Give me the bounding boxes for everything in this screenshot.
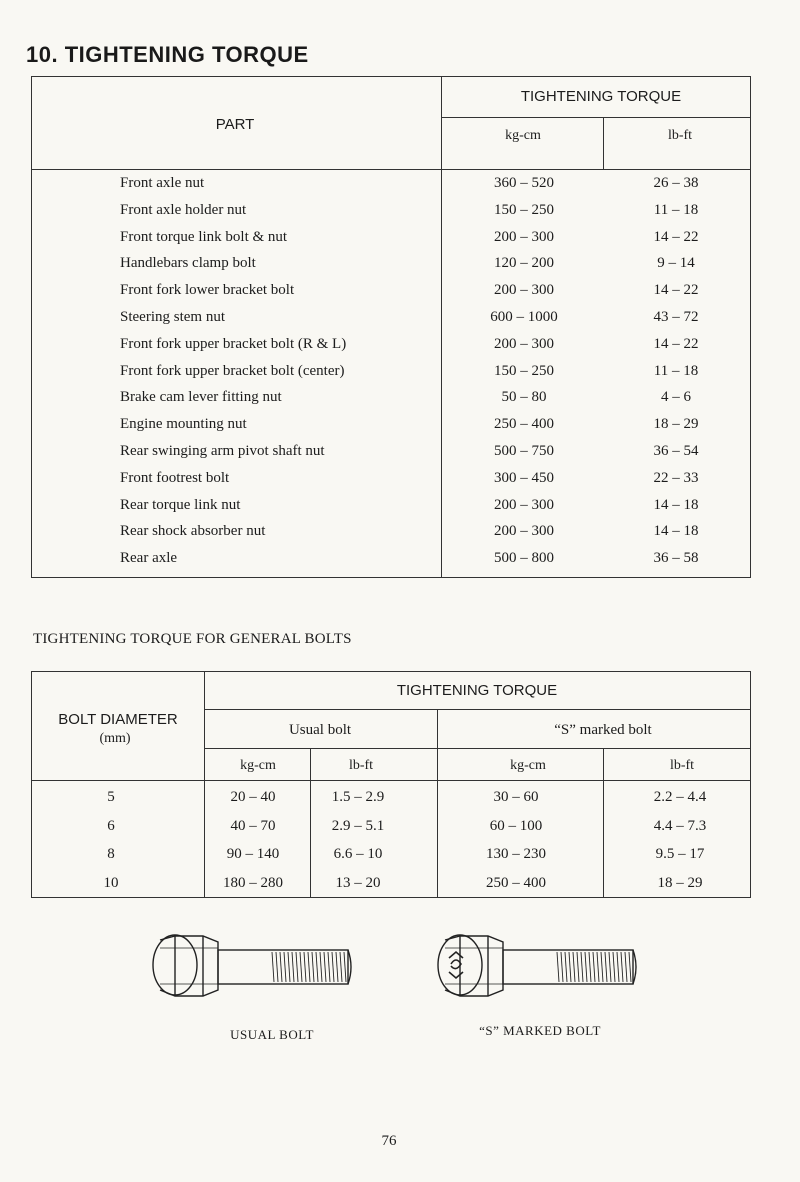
torque-kgcm: 300 – 450 [494,469,554,486]
part-name: Handlebars clamp bolt [120,255,256,272]
torque-kgcm: 50 – 80 [501,389,547,406]
bolt-diameter: 5 [107,789,115,805]
bolt-diameter: 8 [107,846,115,862]
page-title: 10. TIGHTENING TORQUE [26,42,309,67]
torque-lbft: 18 – 29 [653,416,699,433]
torque-lbft: 9 – 14 [657,255,695,272]
s-marked-lbft: 9.5 – 17 [655,846,705,862]
torque-kgcm: 600 – 1000 [490,309,558,325]
s-mark-icon [449,952,463,978]
usual-kgcm: 40 – 70 [230,817,276,834]
torque-lbft: 11 – 18 [653,201,699,218]
part-name: Rear swinging arm pivot shaft nut [120,443,325,459]
part-name: Front axle holder nut [120,201,247,218]
torque-lbft: 36 – 54 [653,443,699,459]
part-name: Brake cam lever fitting nut [120,389,282,406]
usual-kgcm: 20 – 40 [230,789,276,805]
torque-kgcm: 150 – 250 [494,362,554,379]
bolt-diameter: 6 [107,817,115,834]
header-tightening-torque: TIGHTENING TORQUE [520,88,682,105]
torque-lbft: 26 – 38 [653,175,699,191]
part-name: Rear shock absorber nut [120,523,266,540]
s-marked-kgcm: 30 – 60 [493,789,539,805]
torque-kgcm: 150 – 250 [494,201,554,218]
torque-lbft: 14 – 18 [653,523,699,540]
torque-lbft: 22 – 33 [653,469,699,486]
part-name: Rear axle [120,550,178,567]
part-name: Front footrest bolt [120,469,230,486]
torque-lbft: 14 – 22 [653,228,699,245]
s-marked-lbft: 2.2 – 4.4 [653,789,707,805]
torque-kgcm: 500 – 750 [494,443,554,459]
header-usual-lbft: lb-ft [348,758,374,773]
part-name: Steering stem nut [120,309,225,325]
usual-kgcm: 180 – 280 [223,874,283,891]
torque-lbft: 43 – 72 [653,309,699,325]
header-s-lbft: lb-ft [669,758,695,773]
s-marked-lbft: 18 – 29 [657,874,703,891]
header-bolt-diameter: BOLT DIAMETER [58,711,178,728]
header-s-marked-bolt: “S” marked bolt [554,722,652,738]
torque-kgcm: 200 – 300 [494,228,554,245]
s-marked-lbft: 4.4 – 7.3 [653,817,707,834]
usual-lbft: 13 – 20 [335,874,381,891]
part-name: Front fork upper bracket bolt (R & L) [120,335,347,352]
usual-bolt-caption: USUAL BOLT [230,1027,314,1042]
header-usual-kgcm: kg-cm [240,758,276,773]
usual-bolt-figure [153,935,351,996]
header-s-kgcm: kg-cm [510,758,546,773]
header-part: PART [215,116,255,133]
part-name: Front fork upper bracket bolt (center) [120,362,345,379]
torque-lbft: 4 – 6 [661,389,691,406]
header-lbft: lb-ft [667,128,693,143]
s-marked-kgcm: 60 – 100 [489,817,543,834]
part-name: Rear torque link nut [120,496,241,513]
torque-kgcm: 200 – 300 [494,282,554,299]
bolt-illustrations [140,928,660,1018]
torque-kgcm: 360 – 520 [494,175,554,191]
part-name: Front torque link bolt & nut [120,228,288,245]
torque-lbft: 14 – 22 [653,282,699,299]
part-name: Front fork lower bracket bolt [120,282,295,299]
header-kgcm: kg-cm [505,128,541,143]
torque-lbft: 36 – 58 [653,550,699,567]
usual-kgcm: 90 – 140 [226,846,280,862]
s-marked-bolt-caption: “S” MARKED BOLT [479,1023,601,1038]
part-name: Engine mounting nut [120,416,247,433]
s-marked-kgcm: 130 – 230 [486,846,546,862]
s-marked-bolt-figure [438,935,636,996]
header-bolt-diameter-unit: (mm) [99,731,131,746]
torque-lbft: 14 – 18 [653,496,699,513]
torque-kgcm: 200 – 300 [494,335,554,352]
usual-lbft: 6.6 – 10 [333,846,383,862]
torque-kgcm: 500 – 800 [494,550,554,567]
torque-kgcm: 200 – 300 [494,523,554,540]
s-marked-kgcm: 250 – 400 [486,874,546,891]
section-title-general-bolts: TIGHTENING TORQUE FOR GENERAL BOLTS [33,631,352,647]
bolt-diameter: 10 [103,874,119,891]
torque-kgcm: 200 – 300 [494,496,554,513]
torque-lbft: 11 – 18 [653,362,699,379]
torque-kgcm: 120 – 200 [494,255,554,272]
part-name: Front axle nut [120,175,205,191]
usual-lbft: 2.9 – 5.1 [331,817,385,834]
header-tightening-torque-2: TIGHTENING TORQUE [396,682,558,699]
usual-lbft: 1.5 – 2.9 [331,789,385,805]
header-usual-bolt: Usual bolt [288,722,352,738]
page-number: 76 [381,1133,397,1149]
torque-kgcm: 250 – 400 [494,416,554,433]
torque-lbft: 14 – 22 [653,335,699,352]
